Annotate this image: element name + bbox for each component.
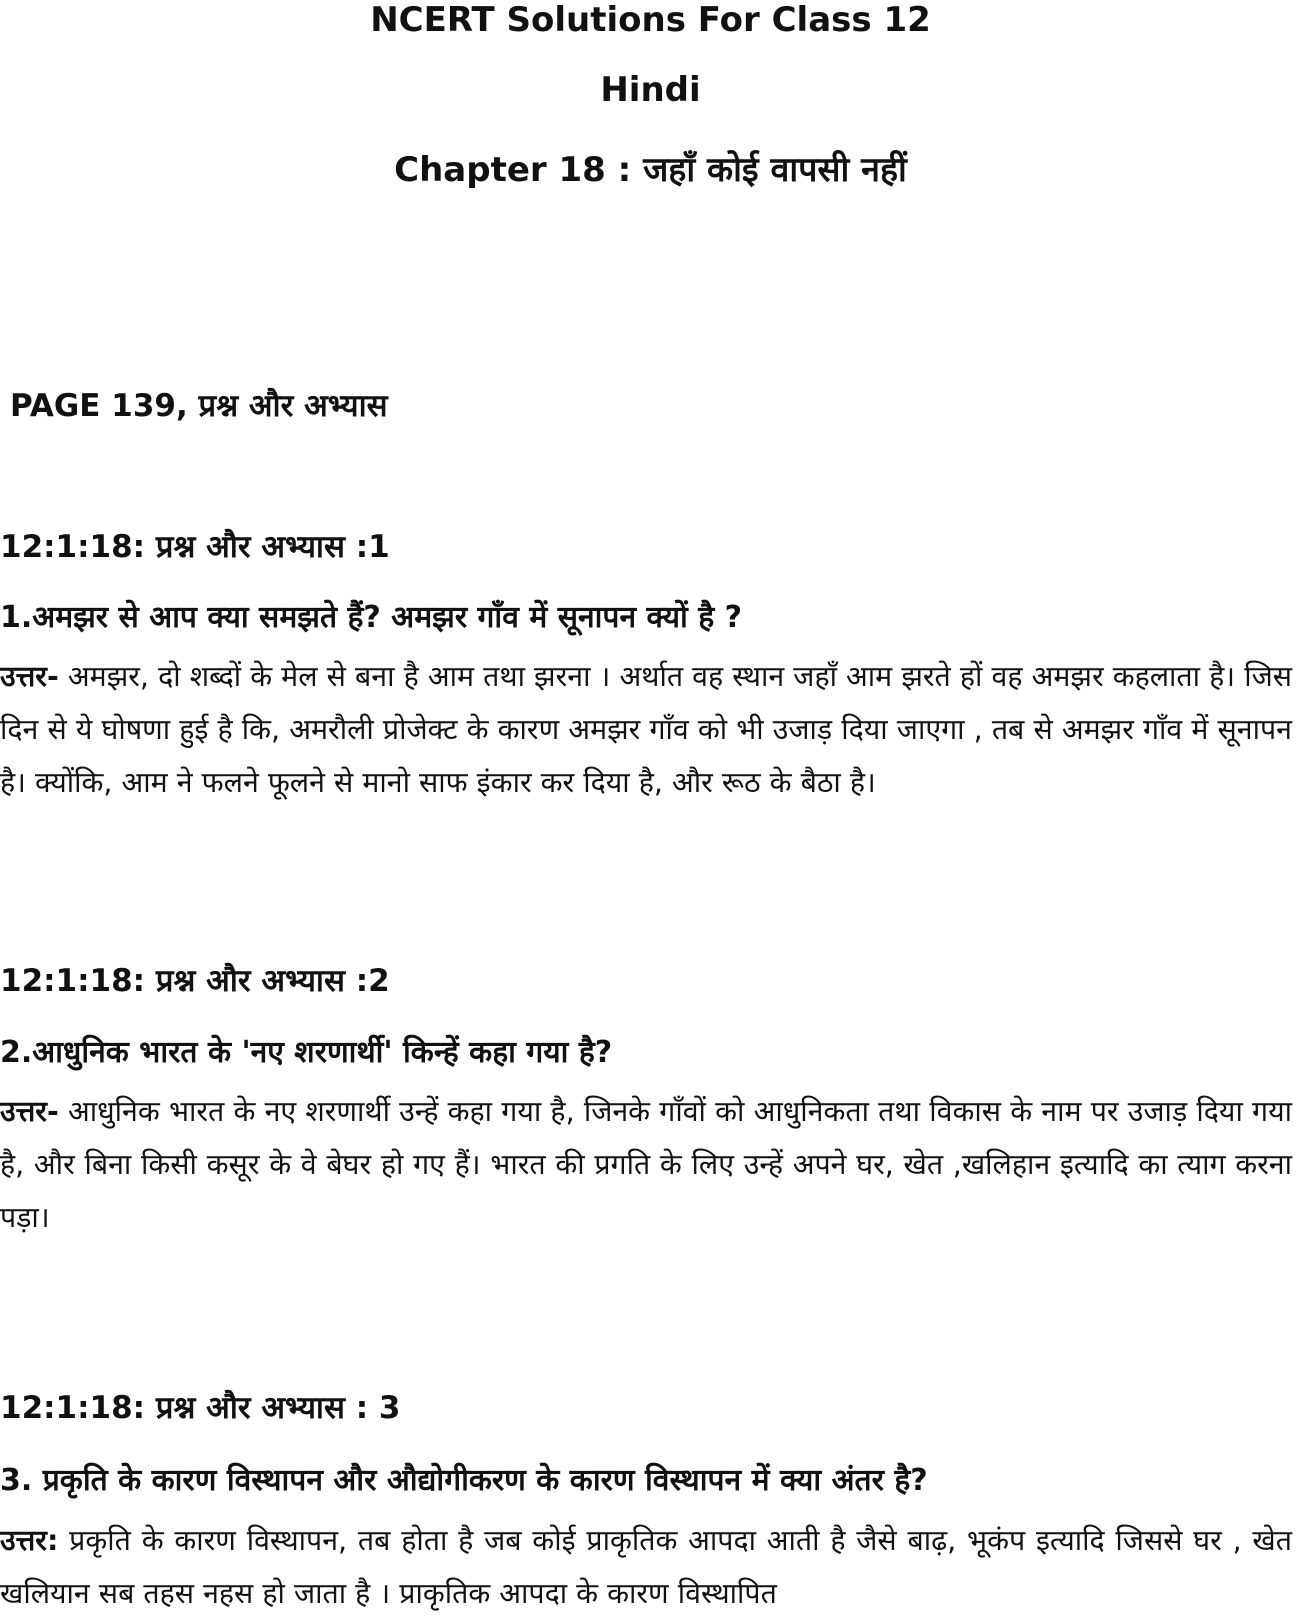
section-1-heading: 12:1:18: प्रश्न और अभ्यास :1 (0, 529, 390, 565)
answer-label: उत्तर- (0, 1095, 59, 1128)
answer-label: उत्तर- (0, 660, 59, 693)
page-heading: PAGE 139, प्रश्न और अभ्यास (10, 388, 388, 424)
section-2-question: 2.आधुनिक भारत के 'नए शरणार्थी' किन्हें कहा गया है? (0, 1035, 613, 1070)
document-title: NCERT Solutions For Class 12 (370, 0, 931, 40)
section-3-heading: 12:1:18: प्रश्न और अभ्यास : 3 (0, 1390, 401, 1426)
section-1-question: 1.अमझर से आप क्या समझते हैं? अमझर गाँव में सूनापन क्यों है ? (0, 600, 742, 635)
section-3-question: 3. प्रकृति के कारण विस्थापन और औद्योगीकरण के कारण विस्थापन में क्या अंतर है? (0, 1463, 928, 1498)
section-2-answer (0, 1085, 1292, 1244)
answer-text: आधुनिक भारत के नए शरणार्थी उन्हें कहा गया है, जिनके गाँवों को आधुनिकता तथा विकास के नाम पर उजाड़ दिया गया है, और बिना किसी कसूर के वे बेघर हो गए हैं। भारत की प्रगति के लिए उन्हें अपने घर, खेत ,खलिहान इत्यादि का त्याग करना पड़ा। (0, 1095, 1292, 1234)
section-1-answer (0, 650, 1292, 809)
section-3-answer (0, 1514, 1292, 1620)
answer-text: प्रकृति के कारण विस्थापन, तब होता है जब कोई प्राकृतिक आपदा आती है जैसे बाढ़, भूकंप इत्यादि जिससे घर , खेत खलियान सब तहस नहस हो जाता है । प्राकृतिक आपदा के कारण विस्थापित (0, 1524, 1292, 1610)
chapter-title: Chapter 18 : जहाँ कोई वापसी नहीं (394, 150, 907, 190)
section-2-heading: 12:1:18: प्रश्न और अभ्यास :2 (0, 963, 390, 999)
answer-text: अमझर, दो शब्दों के मेल से बना है आम तथा झरना । अर्थात वह स्थान जहाँ आम झरते हों वह अमझर कहलाता है। जिस दिन से ये घोषणा हुई है कि, अमरौली प्रोजेक्ट के कारण अमझर गाँव को भी उजाड़ दिया जाएगा , तब से अमझर गाँव में सूनापन है। क्योंकि, आम ने फलने फूलने से मानो साफ इंकार कर दिया है, और रूठ के बैठा है। (0, 660, 1292, 799)
answer-label: उत्तर: (0, 1524, 59, 1557)
subject-title: Hindi (600, 70, 701, 110)
